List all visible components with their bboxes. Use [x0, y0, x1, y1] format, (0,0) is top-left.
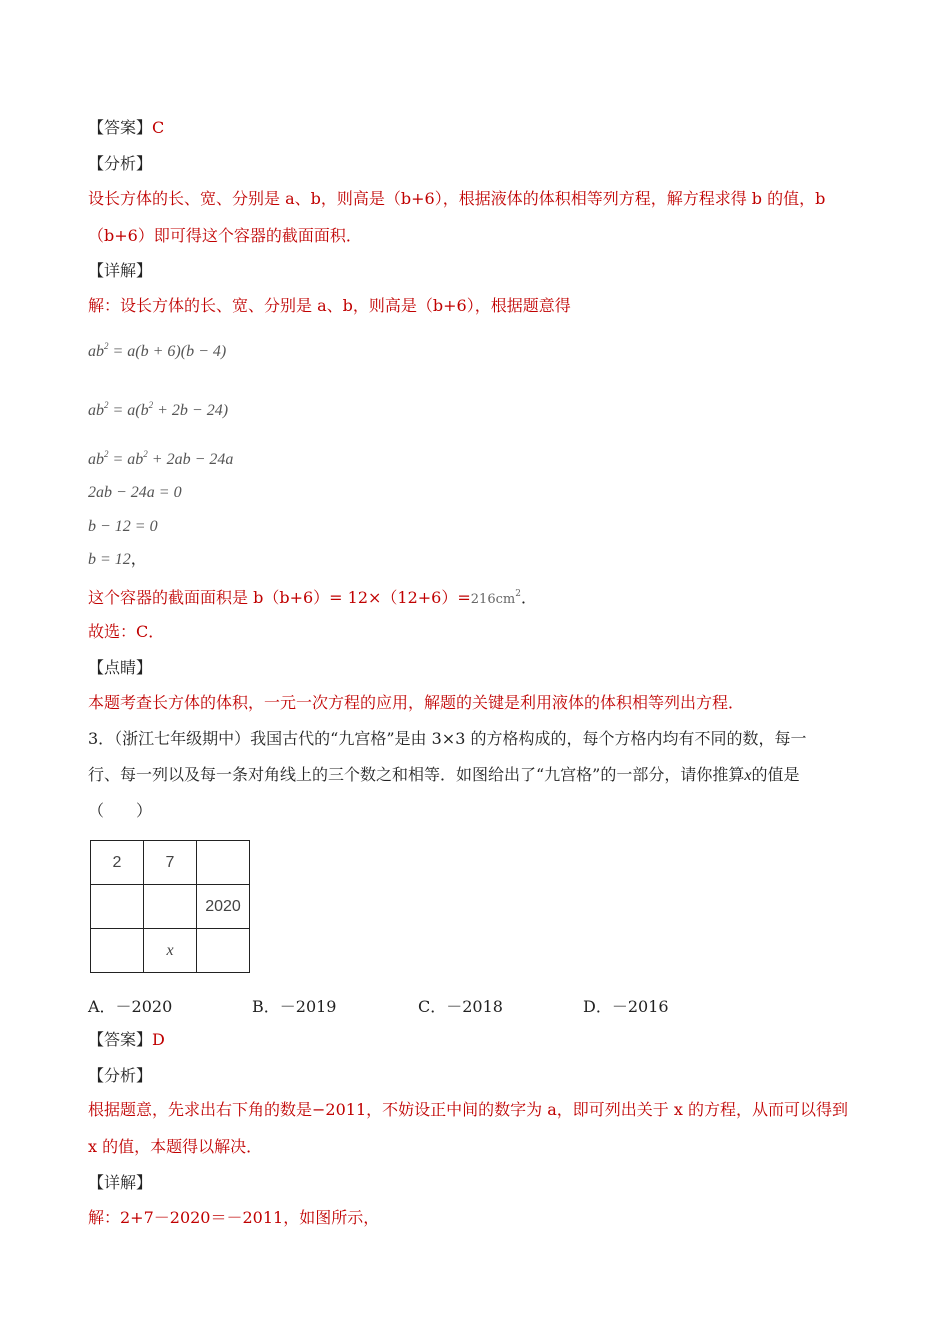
question-line-3: （ ） — [88, 801, 153, 820]
option-a: A．－2020 — [88, 997, 173, 1016]
choice-line: 故选：C． — [88, 622, 165, 641]
review-text: 本题考查长方体的体积，一元一次方程的应用，解题的关键是利用液体的体积相等列出方程． — [88, 693, 745, 712]
question-line-1: 3．（浙江七年级期中）我国古代的“九宫格”是由 3×3 的方格构成的，每个方格内均有不同的数，每一 — [88, 729, 807, 748]
detail-tag: 【详解】 — [88, 1173, 153, 1192]
grid-row — [91, 929, 250, 973]
grid-cell: 2 — [91, 841, 144, 885]
detail-tag: 【详解】 — [88, 261, 153, 280]
equation-1: $ab^2 = a(b + 6)(b - 4)$ — [88, 341, 227, 360]
grid-cell — [144, 885, 197, 929]
question-line-2: 行、每一列以及每一条对角线上的三个数之和相等．如图给出了“九宫格”的一部分，请你推算x的值是 — [88, 765, 800, 784]
detail-line: 解：2+7－2020＝－2011，如图所示， — [88, 1208, 380, 1227]
equation-2: $ab^2 = a(b^2 + 2b - 24)$ — [88, 400, 229, 419]
grid-row — [91, 841, 250, 885]
analysis-text-line-2: （b+6）即可得这个容器的截面面积． — [88, 226, 362, 245]
review-tag: 【点睛】 — [88, 658, 153, 677]
grid-row — [91, 885, 250, 929]
nine-grid — [90, 840, 250, 973]
option-b: B．－2019 — [252, 997, 337, 1016]
analysis-tag: 【分析】 — [88, 1066, 153, 1085]
equation-5: b − 12 = 0 — [88, 518, 158, 535]
grid-cell — [91, 929, 144, 973]
answer-tag: 【答案】 — [88, 1030, 153, 1049]
equation-6: b = 12， — [88, 551, 147, 568]
grid-cell — [197, 929, 250, 973]
answer-value: D — [152, 1030, 165, 1049]
grid-cell — [197, 841, 250, 885]
answer-tag: 【答案】 — [88, 118, 153, 137]
grid-cell: 7 — [144, 841, 197, 885]
analysis-text-line-1: 设长方体的长、宽、分别是 a、b，则高是（b+6），根据液体的体积相等列方程，解方程求得 b 的值，b — [88, 189, 826, 208]
answer-value: C — [152, 118, 165, 137]
answer-line-2 — [88, 1030, 165, 1050]
grid-cell-x: x — [144, 929, 197, 973]
equation-3: $ab^2 = ab^2 + 2ab - 24a$ — [88, 449, 234, 468]
result-line: 这个容器的截面面积是 $b(b+6)= 12\times(12+6)=216cm^2$． — [88, 588, 537, 607]
analysis-tag: 【分析】 — [88, 154, 153, 173]
detail-intro: 解：设长方体的长、宽、分别是 a、b，则高是（b+6），根据题意得 — [88, 296, 571, 315]
analysis-text-line-1: 根据题意，先求出右下角的数是−2011，不妨设正中间的数字为 a，即可列出关于 x 的方程，从而可以得到 — [88, 1100, 848, 1119]
equation-4: 2ab − 24a = 0 — [88, 484, 182, 501]
option-c: C．－2018 — [418, 997, 503, 1016]
answer-line-1 — [88, 118, 164, 138]
grid-cell: 2020 — [197, 885, 250, 929]
analysis-text-line-2: x 的值，本题得以解决． — [88, 1137, 263, 1156]
option-d: D．－2016 — [583, 997, 669, 1016]
grid-cell — [91, 885, 144, 929]
